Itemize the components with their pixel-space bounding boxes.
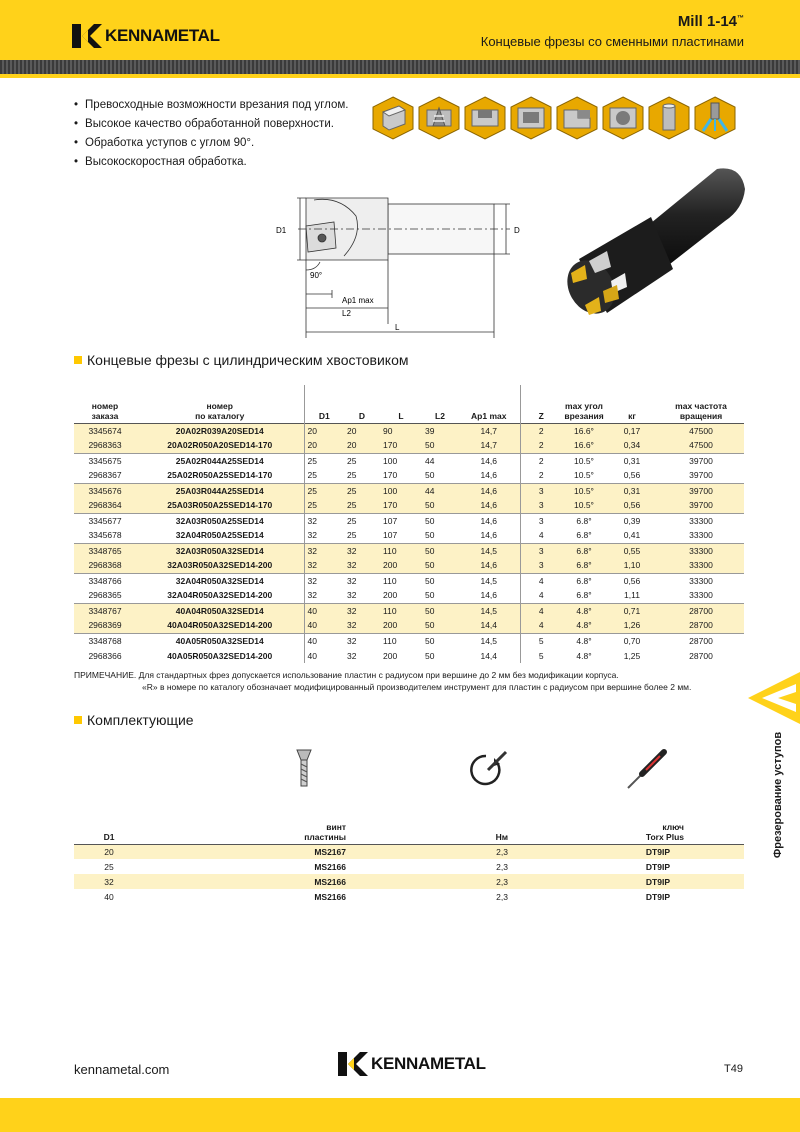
section-title: Комплектующие [87,712,194,728]
l2-cell: 44 [422,483,458,498]
angle-cell: 6.8° [562,543,606,558]
d-cell: 25 [344,483,380,498]
l-cell: 200 [380,618,422,633]
angle-cell: 4.8° [576,650,592,661]
angle-cell: 16.6° [562,423,606,438]
catalog-number-cell: 40A05R050A32SED14 [136,633,304,648]
ap1-cell: 14,6 [458,483,520,498]
l-cell: 110 [380,603,422,618]
pocketing-icon [510,96,552,140]
catalog-number-cell: 25A03R044A25SED14 [136,483,304,498]
acc-d1-cell: 25 [104,861,114,872]
l-cell: 170 [380,498,422,513]
face-milling-icon [372,96,414,140]
order-number-cell: 3345674 [74,423,136,438]
section-title: Концевые фрезы с цилиндрическим хвостовиком [87,352,409,368]
accessory-row [74,889,744,904]
z-cell: 4 [538,590,544,601]
catalog-number-cell: 32A03R050A25SED14 [136,513,304,528]
col-angle-header [562,385,606,423]
rpm-cell: 39700 [658,483,744,498]
col-l2-header: L2 [435,410,445,421]
rpm-cell: 33300 [658,513,744,528]
l2-cell: 50 [422,513,458,528]
weight-cell: 1,11 [624,590,640,601]
product-subtitle: Концевые фрезы со сменными пластинами [480,34,744,49]
table-row [74,513,744,528]
drawing-angle-label: 90° [310,271,323,280]
z-cell: 3 [520,498,562,513]
z-cell: 5 [538,650,544,661]
weight-cell: 1,26 [606,618,658,633]
l2-cell: 50 [425,650,435,661]
torque-wrench-icon [464,750,510,793]
table-row [74,543,744,558]
rpm-cell: 39700 [658,453,744,468]
l2-cell: 50 [425,530,435,541]
l-cell: 200 [383,650,398,661]
tool-photo [555,165,755,325]
z-cell: 3 [520,483,562,498]
order-number-cell: 2968368 [74,558,136,573]
l-cell: 100 [380,453,422,468]
header-logo [72,24,220,48]
section-heading-end-mills [74,352,408,368]
catalog-number-cell: 25A02R044A25SED14 [136,453,304,468]
catalog-number-cell: 40A05R050A32SED14-200 [136,648,304,663]
order-number-cell: 2968366 [88,650,122,661]
rpm-cell: 28700 [658,603,744,618]
catalog-number-cell: 20A02R039A20SED14 [136,423,304,438]
d1-cell: 25 [304,498,344,513]
acc-screw-cell: MS2166 [314,861,346,872]
slotting-icon [464,96,506,140]
acc-screw-cell: MS2167 [144,844,364,859]
header-line: пластины [304,831,346,842]
table-row [74,423,744,438]
d1-cell: 25 [304,453,344,468]
ap1-cell: 14,7 [458,438,520,453]
weight-cell: 0,56 [623,470,641,481]
rpm-cell: 28700 [658,618,744,633]
rpm-cell: 33300 [689,590,713,601]
acc-nm-cell: 2,3 [364,874,524,889]
acc-key-cell: DT9IP [524,874,744,889]
order-number-cell: 3345677 [74,513,136,528]
l-cell: 110 [380,543,422,558]
l2-cell: 50 [422,498,458,513]
ap1-cell: 14,6 [458,588,520,603]
acc-nm-cell: 2,3 [364,844,524,859]
rpm-cell: 39700 [658,498,744,513]
header-line: номер [91,400,119,411]
header-line: винт [326,821,346,832]
angle-cell: 6.8° [576,590,592,601]
order-number-cell: 3348765 [74,543,136,558]
col-order-header [74,385,136,423]
l2-cell: 50 [422,573,458,588]
order-number-cell: 3345678 [88,530,122,541]
trademark: ™ [737,15,744,22]
rpm-cell: 47500 [658,438,744,453]
weight-cell: 0,41 [623,530,641,541]
accessories-table-body [74,844,744,904]
angle-cell: 16.6° [562,438,606,453]
weight-cell: 1,25 [623,650,641,661]
drawing-ap1-label: Ap1 max [342,296,374,305]
table-notes [74,669,691,693]
rpm-cell: 28700 [689,650,713,661]
kennametal-k-icon [338,1052,368,1076]
tool-dimension-drawing [270,186,540,350]
ap1-cell: 14,5 [458,543,520,558]
header-line: по каталогу [195,410,245,421]
catalog-number-cell: 25A03R050A25SED14-170 [136,498,304,513]
ap1-cell: 14,6 [458,468,520,483]
d1-cell: 20 [304,423,344,438]
d1-cell: 20 [304,438,344,453]
header-title-block [481,13,744,49]
col-l-header: L [398,410,404,421]
acc-col-d1-header: D1 [103,831,115,842]
d-cell: 25 [344,513,380,528]
ap1-cell: 14,5 [458,573,520,588]
angle-cell: 6.8° [562,573,606,588]
weight-cell: 1,10 [606,558,658,573]
rpm-cell: 33300 [689,530,713,541]
product-title [481,13,744,30]
l2-cell: 50 [422,558,458,573]
footer-brand-name: KENNAMETAL [371,1054,486,1073]
d1-cell: 25 [304,483,344,498]
z-cell: 2 [520,423,562,438]
cylindrical-icon [648,96,690,140]
d-cell: 25 [344,453,380,468]
header-line: номер [206,400,233,411]
acc-nm-cell: 2,3 [496,891,508,902]
table-row [74,648,744,663]
z-cell: 2 [538,470,544,481]
z-cell: 3 [520,543,562,558]
col-rpm-header [658,385,744,423]
accessory-row [74,844,744,859]
screwdriver-icon [624,748,670,797]
catalog-number-cell: 40A04R050A32SED14-200 [136,618,304,633]
acc-screw-cell: MS2166 [314,891,346,902]
l-cell: 107 [383,530,398,541]
d1-cell: 40 [304,633,344,648]
drawing-l-label: L [395,323,400,332]
z-cell: 2 [520,453,562,468]
page-number: T49 [724,1063,743,1075]
d1-cell: 32 [307,530,317,541]
section-heading-accessories [74,712,194,728]
brand-name: KENNAMETAL [105,26,220,45]
table-row [74,453,744,468]
footer-url: kennametal.com [74,1062,170,1077]
acc-screw-cell: MS2166 [144,874,364,889]
drawing-d1-label: D1 [276,226,287,235]
d-cell: 32 [344,543,380,558]
rpm-cell: 47500 [658,423,744,438]
order-number-cell: 3345676 [74,483,136,498]
weight-cell: 0,31 [606,453,658,468]
header-line: врезания [564,410,604,421]
coolant-icon [694,96,736,140]
l2-cell: 50 [425,590,435,601]
table-row [74,528,744,543]
l-cell: 170 [380,438,422,453]
side-tab-label [768,730,788,860]
feature-item: • Обработка уступов с углом 90°. [74,134,348,153]
l2-cell: 50 [422,633,458,648]
angle-cell: 6.8° [576,530,592,541]
d-cell: 32 [344,558,380,573]
ap1-cell: 14,6 [458,513,520,528]
catalog-number-cell: 40A04R050A32SED14 [136,603,304,618]
accessory-row [74,859,744,874]
table-row [74,438,744,453]
l-cell: 90 [380,423,422,438]
angle-cell: 4.8° [562,603,606,618]
note-line-1: ПРИМЕЧАНИЕ. Для стандартных фрез допускается использование пластин с радиусом при вершине до 2 мм без модификации корпуса. [74,670,619,680]
acc-d1-cell: 20 [74,844,144,859]
feature-item: • Высокое качество обработанной поверхности. [74,115,348,134]
rpm-cell: 28700 [658,633,744,648]
acc-key-cell: DT9IP [645,891,670,902]
acc-col-key-header [524,818,744,844]
ap1-cell: 14,6 [458,558,520,573]
catalog-number-cell: 32A04R050A25SED14 [136,528,304,543]
l-cell: 170 [383,470,398,481]
order-number-cell: 3345675 [74,453,136,468]
kennametal-k-icon [72,24,102,48]
angle-cell: 6.8° [562,513,606,528]
rpm-cell: 33300 [658,543,744,558]
table-row [74,498,744,513]
acc-nm-cell: 2,3 [496,861,508,872]
l2-cell: 50 [425,470,435,481]
table-row [74,468,744,483]
table-row [74,588,744,603]
d-cell: 32 [347,650,357,661]
rpm-cell: 39700 [689,470,713,481]
l-cell: 200 [383,590,398,601]
acc-key-cell: DT9IP [645,861,670,872]
shoulder-milling-icon [556,96,598,140]
header-line: вращения [679,410,723,421]
d-cell: 32 [344,573,380,588]
accessories-table [74,818,744,904]
d1-cell: 32 [304,513,344,528]
z-cell: 2 [520,438,562,453]
l-cell: 107 [380,513,422,528]
ap1-cell: 14,5 [458,633,520,648]
heading-marker [74,356,82,364]
l2-cell: 50 [422,543,458,558]
catalog-number-cell: 32A03R050A32SED14-200 [136,558,304,573]
d-cell: 32 [344,633,380,648]
dimension-drawing-svg [270,186,540,350]
d-cell: 32 [347,590,357,601]
screw-icon [296,748,312,793]
order-number-cell: 2968365 [88,590,122,601]
table-row [74,573,744,588]
angle-cell: 6.8° [562,558,606,573]
order-number-cell: 3348768 [74,633,136,648]
plunging-icon [418,96,460,140]
note-line-2: «R» в номере по каталогу обозначает модифицированный производителем инструмент для пластин с радиусом при вершине более 2 мм. [142,682,692,692]
ap1-cell: 14,6 [458,498,520,513]
side-tab-chevron-icon [748,672,800,724]
acc-col-screw-header [144,818,364,844]
heading-marker [74,716,82,724]
col-kg-header: кг [628,410,636,421]
catalog-number-cell: 32A04R050A32SED14-200 [136,588,304,603]
header-stripe [0,60,800,78]
order-number-cell: 2968363 [74,438,136,453]
order-number-cell: 3348766 [74,573,136,588]
acc-key-cell: DT9IP [524,844,744,859]
d-cell: 20 [344,438,380,453]
drawing-l2-label: L2 [342,309,351,318]
l-cell: 100 [380,483,422,498]
end-mills-table-body [74,423,744,663]
d1-cell: 40 [307,650,317,661]
d1-cell: 40 [304,603,344,618]
l2-cell: 44 [422,453,458,468]
product-name: Mill 1-14 [677,13,737,30]
l2-cell: 50 [422,438,458,453]
ap1-cell: 14,4 [458,618,520,633]
end-mills-table [74,385,744,663]
z-cell: 4 [520,618,562,633]
weight-cell: 0,31 [606,483,658,498]
feature-item: • Превосходные возможности врезания под углом. [74,96,348,115]
z-cell: 4 [520,603,562,618]
d1-cell: 40 [304,618,344,633]
ap1-cell: 14,7 [458,423,520,438]
l2-cell: 39 [422,423,458,438]
d-cell: 20 [344,423,380,438]
application-icons [372,96,736,140]
d1-cell: 32 [304,573,344,588]
d-cell: 32 [344,603,380,618]
d1-cell: 25 [307,470,317,481]
header-line: заказа [91,410,119,421]
d-cell: 25 [347,470,357,481]
feature-list [74,96,348,172]
table-header-row [74,385,744,423]
col-ap1-header: Ap1 max [458,385,520,423]
footer-band [0,1098,800,1132]
acc-d1-cell: 32 [74,874,144,889]
d-cell: 32 [344,618,380,633]
l-cell: 200 [380,558,422,573]
table-row [74,603,744,618]
z-cell: 3 [520,558,562,573]
acc-d1-cell: 40 [104,891,114,902]
table-row [74,483,744,498]
drawing-d-label: D [514,226,520,235]
acc-header-row [74,818,744,844]
weight-cell: 0,17 [606,423,658,438]
z-cell: 4 [520,573,562,588]
weight-cell: 0,34 [606,438,658,453]
catalog-number-cell: 25A02R050A25SED14-170 [136,468,304,483]
ap1-cell: 14,6 [458,453,520,468]
angle-cell: 10.5° [562,453,606,468]
order-number-cell: 2968367 [88,470,122,481]
rpm-cell: 33300 [658,573,744,588]
catalog-number-cell: 32A03R050A32SED14 [136,543,304,558]
d1-cell: 32 [304,543,344,558]
rpm-cell: 33300 [658,558,744,573]
angle-cell: 10.5° [562,483,606,498]
table-row [74,633,744,648]
d1-cell: 32 [304,558,344,573]
l2-cell: 50 [422,603,458,618]
angle-cell: 4.8° [562,618,606,633]
weight-cell: 0,71 [606,603,658,618]
weight-cell: 0,55 [606,543,658,558]
footer-logo [338,1052,486,1076]
acc-col-nm-header: Нм [495,831,508,842]
z-cell: 4 [538,530,544,541]
ap1-cell: 14,5 [458,603,520,618]
col-d-header: D [358,410,366,421]
catalog-number-cell: 32A04R050A32SED14 [136,573,304,588]
weight-cell: 0,56 [606,498,658,513]
col-z-header: Z [538,410,544,421]
order-number-cell: 3348767 [74,603,136,618]
weight-cell: 0,70 [606,633,658,648]
col-d1-header: D1 [318,410,330,421]
ap1-cell: 14,6 [458,528,520,543]
z-cell: 5 [520,633,562,648]
l-cell: 110 [380,633,422,648]
order-number-cell: 2968369 [74,618,136,633]
accessory-row [74,874,744,889]
header-line: max частота [675,400,727,411]
feature-item: • Высокоскоростная обработка. [74,153,348,172]
header-line: max угол [565,400,603,411]
ap1-cell: 14,4 [458,648,520,663]
d-cell: 25 [347,530,357,541]
table-row [74,558,744,573]
weight-cell: 0,39 [606,513,658,528]
angle-cell: 10.5° [574,470,594,481]
catalog-number-cell: 20A02R050A20SED14-170 [136,438,304,453]
weight-cell: 0,56 [606,573,658,588]
angle-cell: 4.8° [562,633,606,648]
d1-cell: 32 [307,590,317,601]
l2-cell: 50 [422,618,458,633]
l-cell: 110 [380,573,422,588]
z-cell: 3 [520,513,562,528]
ramping-icon [602,96,644,140]
order-number-cell: 2968364 [74,498,136,513]
header-line: Torx Plus [645,831,684,842]
side-tab-text: Фрезерование уступов [772,731,784,859]
d-cell: 25 [344,498,380,513]
table-row [74,618,744,633]
col-catalog-header [136,385,304,423]
header-line: ключ [662,821,684,832]
angle-cell: 10.5° [562,498,606,513]
